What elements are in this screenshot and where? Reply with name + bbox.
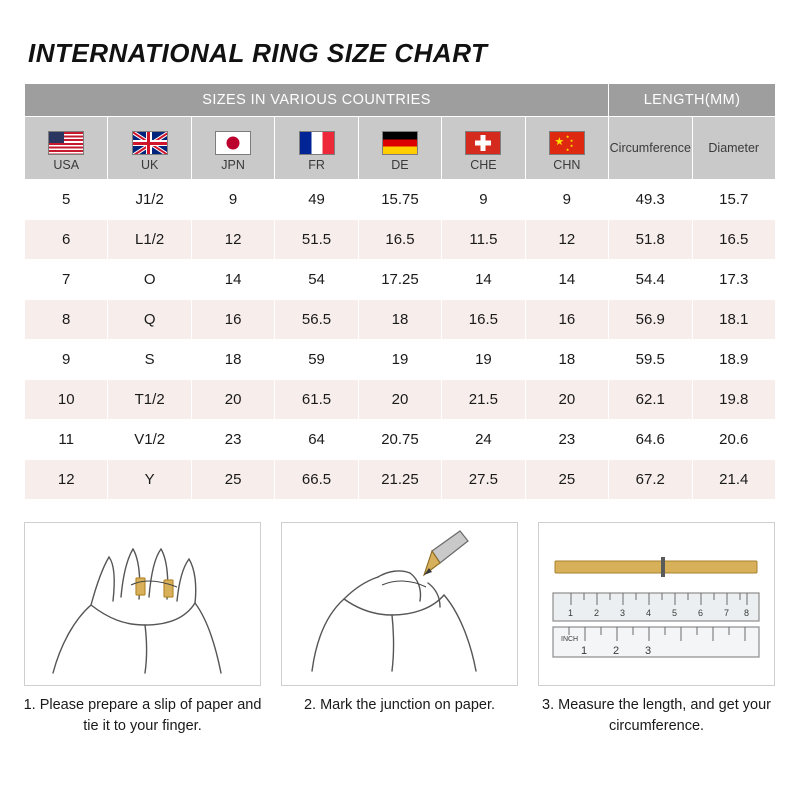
cell-chn: 14 — [525, 260, 608, 300]
column-label-jpn: JPN — [221, 158, 245, 172]
column-header-diameter: Diameter — [692, 117, 776, 180]
step-3 — [538, 522, 775, 737]
cell-fr: 66.5 — [275, 460, 358, 500]
cell-che: 16.5 — [442, 300, 525, 340]
cell-diameter: 20.6 — [692, 420, 776, 460]
cell-circumference: 64.6 — [609, 420, 692, 460]
cell-diameter: 18.9 — [692, 340, 776, 380]
table-row — [25, 300, 776, 340]
cell-circumference: 67.2 — [609, 460, 692, 500]
cell-che: 14 — [442, 260, 525, 300]
svg-text:6: 6 — [698, 608, 704, 618]
cell-diameter: 17.3 — [692, 260, 776, 300]
step-2 — [281, 522, 518, 737]
svg-text:INCH: INCH — [561, 636, 579, 643]
column-label-uk: UK — [140, 158, 159, 172]
flag-de-icon — [382, 131, 418, 155]
cell-uk: J1/2 — [108, 180, 191, 220]
cell-usa: 7 — [25, 260, 108, 300]
page-title: INTERNATIONAL RING SIZE CHART — [28, 38, 488, 68]
cell-che: 21.5 — [442, 380, 525, 420]
cell-jpn: 16 — [191, 300, 274, 340]
cell-uk: Y — [108, 460, 191, 500]
cell-fr: 56.5 — [275, 300, 358, 340]
measuring-steps — [24, 522, 776, 737]
cell-fr: 61.5 — [275, 380, 358, 420]
cell-usa: 9 — [25, 340, 108, 380]
flag-usa-icon — [48, 131, 84, 155]
cell-che: 27.5 — [442, 460, 525, 500]
cell-fr: 49 — [275, 180, 358, 220]
cell-diameter: 16.5 — [692, 220, 776, 260]
cell-fr: 64 — [275, 420, 358, 460]
cell-uk: O — [108, 260, 191, 300]
cell-fr: 59 — [275, 340, 358, 380]
table-row — [25, 340, 776, 380]
step-3-caption: 3. Measure the length, and get your circumference. — [542, 697, 771, 735]
svg-text:2: 2 — [594, 608, 600, 618]
svg-text:3: 3 — [620, 608, 626, 618]
svg-text:1: 1 — [568, 608, 574, 618]
cell-jpn: 14 — [191, 260, 274, 300]
group-header-countries: SIZES IN VARIOUS COUNTRIES — [25, 84, 609, 117]
cell-chn: 23 — [525, 420, 608, 460]
cell-che: 11.5 — [442, 220, 525, 260]
cell-chn: 16 — [525, 300, 608, 340]
cell-usa: 12 — [25, 460, 108, 500]
table-row — [25, 460, 776, 500]
cell-de: 16.5 — [358, 220, 441, 260]
cell-de: 21.25 — [358, 460, 441, 500]
column-label-chn: CHN — [553, 158, 581, 172]
cell-circumference: 49.3 — [609, 180, 692, 220]
cell-diameter: 15.7 — [692, 180, 776, 220]
group-header-length: LENGTH(MM) — [609, 84, 776, 117]
cell-usa: 6 — [25, 220, 108, 260]
cell-de: 19 — [358, 340, 441, 380]
svg-text:2: 2 — [613, 645, 620, 657]
cell-diameter: 21.4 — [692, 460, 776, 500]
svg-text:1: 1 — [581, 645, 588, 657]
column-label-fr: FR — [308, 158, 325, 172]
table-row — [25, 260, 776, 300]
cell-chn: 20 — [525, 380, 608, 420]
svg-text:4: 4 — [646, 608, 652, 618]
cell-che: 24 — [442, 420, 525, 460]
cell-circumference: 62.1 — [609, 380, 692, 420]
size-chart-table — [24, 83, 776, 500]
cell-jpn: 23 — [191, 420, 274, 460]
cell-fr: 54 — [275, 260, 358, 300]
column-header-circumference: Circumference — [609, 117, 692, 180]
cell-che: 9 — [442, 180, 525, 220]
cell-chn: 9 — [525, 180, 608, 220]
flag-fr-icon — [299, 131, 335, 155]
column-label-de: DE — [391, 158, 409, 172]
column-header-jpn — [191, 117, 274, 180]
group-header-row — [25, 84, 776, 117]
cell-uk: T1/2 — [108, 380, 191, 420]
cell-uk: L1/2 — [108, 220, 191, 260]
cell-usa: 8 — [25, 300, 108, 340]
cell-chn: 25 — [525, 460, 608, 500]
flag-che-icon — [465, 131, 501, 155]
cell-de: 20.75 — [358, 420, 441, 460]
table-row — [25, 220, 776, 260]
column-header-row — [25, 117, 776, 180]
cell-usa: 10 — [25, 380, 108, 420]
column-label-usa: USA — [53, 158, 80, 172]
cell-diameter: 18.1 — [692, 300, 776, 340]
cell-jpn: 12 — [191, 220, 274, 260]
cell-jpn: 18 — [191, 340, 274, 380]
column-header-uk — [108, 117, 191, 180]
table-row — [25, 180, 776, 220]
cell-de: 17.25 — [358, 260, 441, 300]
svg-text:3: 3 — [645, 645, 652, 657]
svg-text:5: 5 — [672, 608, 678, 618]
svg-text:8: 8 — [744, 608, 750, 618]
cell-usa: 11 — [25, 420, 108, 460]
column-header-usa — [25, 117, 108, 180]
cell-de: 15.75 — [358, 180, 441, 220]
table-row — [25, 380, 776, 420]
cell-chn: 18 — [525, 340, 608, 380]
step-1 — [24, 522, 261, 737]
cell-chn: 12 — [525, 220, 608, 260]
cell-de: 18 — [358, 300, 441, 340]
cell-circumference: 54.4 — [609, 260, 692, 300]
table-body — [25, 180, 776, 500]
hand-with-pen-marking-illustration — [281, 522, 518, 686]
cell-circumference: 56.9 — [609, 300, 692, 340]
ruler-measuring-paper-strip-illustration — [538, 522, 775, 686]
cell-de: 20 — [358, 380, 441, 420]
cell-diameter: 19.8 — [692, 380, 776, 420]
cell-che: 19 — [442, 340, 525, 380]
hand-with-paper-strip-illustration — [24, 522, 261, 686]
svg-text:7: 7 — [724, 608, 730, 618]
step-2-caption: 2. Mark the junction on paper. — [303, 697, 496, 713]
flag-jpn-icon — [215, 131, 251, 155]
cell-uk: V1/2 — [108, 420, 191, 460]
cell-jpn: 9 — [191, 180, 274, 220]
column-header-fr — [275, 117, 358, 180]
column-header-de — [358, 117, 441, 180]
column-header-chn — [525, 117, 608, 180]
flag-chn-icon — [549, 131, 585, 155]
step-1-caption: 1. Please prepare a slip of paper and tie it to your finger. — [23, 697, 262, 735]
cell-fr: 51.5 — [275, 220, 358, 260]
cell-usa: 5 — [25, 180, 108, 220]
column-header-che — [442, 117, 525, 180]
cell-jpn: 25 — [191, 460, 274, 500]
cell-uk: S — [108, 340, 191, 380]
table-head — [25, 84, 776, 180]
table-row — [25, 420, 776, 460]
cell-circumference: 59.5 — [609, 340, 692, 380]
cell-circumference: 51.8 — [609, 220, 692, 260]
flag-uk-icon — [132, 131, 168, 155]
cell-jpn: 20 — [191, 380, 274, 420]
column-label-che: CHE — [470, 158, 497, 172]
cell-uk: Q — [108, 300, 191, 340]
